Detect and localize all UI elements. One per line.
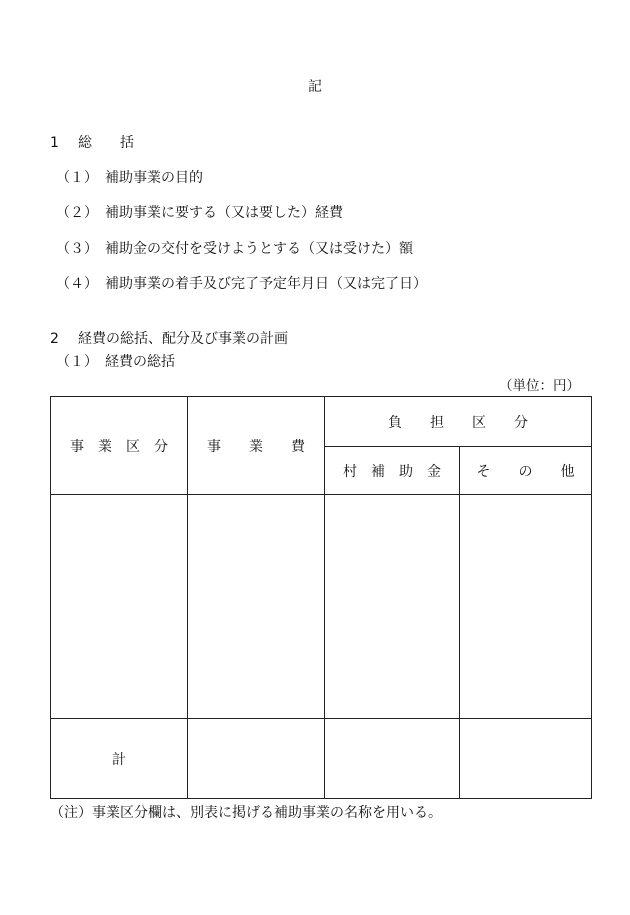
section1-number: 1 [50,135,59,151]
section1-title: 総 括 [78,135,134,151]
expense-summary-table [50,396,592,799]
header-burden-category: 負 担 区 分 [388,414,528,431]
section2-number: 2 [50,331,59,347]
header-expense: 事 業 費 [207,438,305,455]
section1-item-2: （２） 補助事業に要する（又は要した）経費 [56,205,343,221]
section1-item-4: （４） 補助事業の着手及び完了予定年月日（又は完了日） [56,276,427,292]
section1-item-1: （１） 補助事業の目的 [56,170,203,186]
cell-village-subsidy [325,495,459,718]
unit-label: （単位：円） [499,378,580,394]
header-business-category: 事 業 区 分 [70,438,168,455]
cell-other [460,495,591,718]
cell-business-category [51,495,187,718]
section2-subheading: （１） 経費の総括 [56,354,175,370]
cell-expense [188,495,324,718]
total-expense [188,719,324,798]
total-label: 計 [112,751,126,768]
total-village-subsidy [325,719,459,798]
section1-item-3: （３） 補助金の交付を受けようとする（又は受けた）額 [56,241,413,257]
section2-title: 経費の総括、配分及び事業の計画 [78,331,288,347]
header-village-subsidy: 村 補 助 金 [343,463,441,480]
header-other: そ の 他 [476,463,575,480]
document-heading: 記 [308,79,322,95]
table-note: （注）事業区分欄は、別表に掲げる補助事業の名称を用いる。 [50,805,442,821]
total-other [460,719,591,798]
